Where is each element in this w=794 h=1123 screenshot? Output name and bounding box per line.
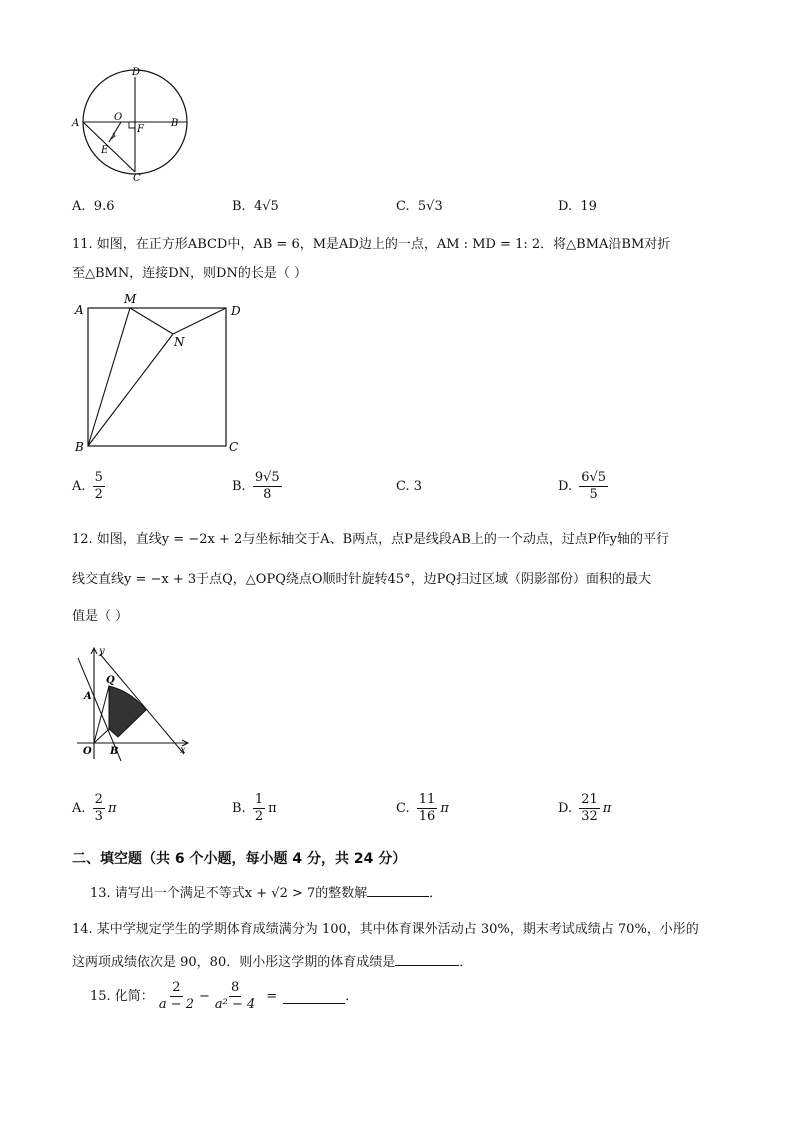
q12-stem-line3: 值是（ ） xyxy=(72,609,129,624)
q12-option-c[interactable]: C. $\frac{11}{16}$ π xyxy=(396,792,449,824)
label-m: M xyxy=(124,292,137,306)
label-c: C xyxy=(133,173,141,182)
segment-bn xyxy=(88,334,173,446)
q15-answer-blank[interactable] xyxy=(283,989,345,1004)
label-d: D xyxy=(132,67,141,78)
q10-option-d[interactable]: D. 19 xyxy=(558,199,597,214)
label-e: E xyxy=(101,145,109,156)
q12-stem-line1: 12. 如图，直线y = −2x + 2与坐标轴交于A、B两点，点P是线段AB上的一个动点，过点P作y轴的平行 xyxy=(72,532,669,547)
q11-stem-line2: 至△BMN，连接DN，则DN的长是（ ） xyxy=(72,266,307,281)
q14-line2: 这两项成绩依次是 90，80．则小彤这学期的体育成绩是 ． xyxy=(72,951,472,973)
q11-option-a[interactable]: A. $\frac{5}{2}$ xyxy=(72,470,103,502)
segment-bm xyxy=(88,308,130,446)
q14-line1: 14. 某中学规定学生的学期体育成绩满分为 100，其中体育课外活动占 30%，期末考试成绩占 70%，小彤的 xyxy=(72,922,699,937)
fraction: $\frac{11}{16}$ xyxy=(418,792,436,824)
label-a: A xyxy=(84,691,92,702)
q12-option-d[interactable]: D. $\frac{21}{32}$ π xyxy=(558,792,612,824)
label-b: B xyxy=(75,440,84,454)
q10-option-b[interactable]: B. 4√5 xyxy=(232,199,279,214)
label-n: N xyxy=(174,335,185,349)
label-x: x xyxy=(180,745,186,756)
fraction-1: $\frac{2}{a - 2}$ xyxy=(158,980,194,1012)
q13-line: 13. 请写出一个满足不等式x + √2 > 7的整数解 ． xyxy=(90,882,442,904)
q11-square-figure xyxy=(72,290,252,456)
fraction: $\frac{21}{32}$ xyxy=(581,792,598,824)
label-c: C xyxy=(229,440,239,454)
section-2-title: 二、填空题（共 6 个小题，每小题 4 分，共 24 分） xyxy=(72,851,407,867)
q10-option-a[interactable]: A. 9.6 xyxy=(72,199,115,214)
q14-answer-blank[interactable] xyxy=(395,951,459,966)
segment-oq xyxy=(94,686,109,743)
fraction: $\frac{9√5}{8}$ xyxy=(254,470,280,502)
label-o: O xyxy=(83,746,92,757)
label-d: D xyxy=(231,304,241,318)
fraction: $\frac{2}{3}$ xyxy=(94,792,103,824)
label-a: A xyxy=(72,118,80,129)
segment-oe xyxy=(109,122,121,142)
q15-line: 15. 化简： $\frac{2}{a - 2}$ − $\frac{8}{\text{a² − 4}}$ = ． xyxy=(90,980,359,1012)
fraction-2: $\frac{8}{\text{a² − 4}}$ xyxy=(214,980,256,1012)
q11-option-c[interactable]: C. 3 xyxy=(396,479,423,494)
q11-stem-line1: 11. 如图，在正方形ABCD中，AB = 6，M是AD边上的一点，AM : MD = 1: 2．将△BMA沿BM对折 xyxy=(72,237,671,252)
fraction: $\frac{1}{2}$ xyxy=(254,792,264,824)
label-q: Q xyxy=(106,675,115,686)
q13-answer-blank[interactable] xyxy=(367,882,429,897)
right-angle-mark-f xyxy=(129,122,135,128)
segment-mn xyxy=(130,308,173,334)
q11-option-b[interactable]: B. $\frac{9√5}{8}$ xyxy=(232,470,280,502)
label-f: F xyxy=(137,124,144,135)
q12-option-a[interactable]: A. $\frac{2}{3}$ π xyxy=(72,792,117,824)
q12-option-b[interactable]: B. $\frac{1}{2}$ π xyxy=(232,792,277,824)
label-o: O xyxy=(114,112,123,123)
segment-nd xyxy=(173,308,226,334)
segment-ac xyxy=(83,122,135,172)
label-y: y xyxy=(99,646,105,657)
fraction: $\frac{5}{2}$ xyxy=(94,470,103,502)
q10-circle-figure xyxy=(66,64,188,182)
fraction: $\frac{6√5}{5}$ xyxy=(581,470,607,502)
q10-option-c[interactable]: C. 5√3 xyxy=(396,199,443,214)
label-b: B xyxy=(171,118,179,129)
q11-option-d[interactable]: D. $\frac{6√5}{5}$ xyxy=(558,470,607,502)
label-a: A xyxy=(75,303,84,317)
q12-stem-line2: 线交直线y = −x + 3于点Q，△OPQ绕点O顺时针旋转45°，边PQ扫过区域（阴影部份）面积的最大 xyxy=(72,572,651,587)
q12-graph-figure xyxy=(72,644,194,762)
label-b: B xyxy=(110,746,119,757)
shaded-region xyxy=(109,686,146,737)
